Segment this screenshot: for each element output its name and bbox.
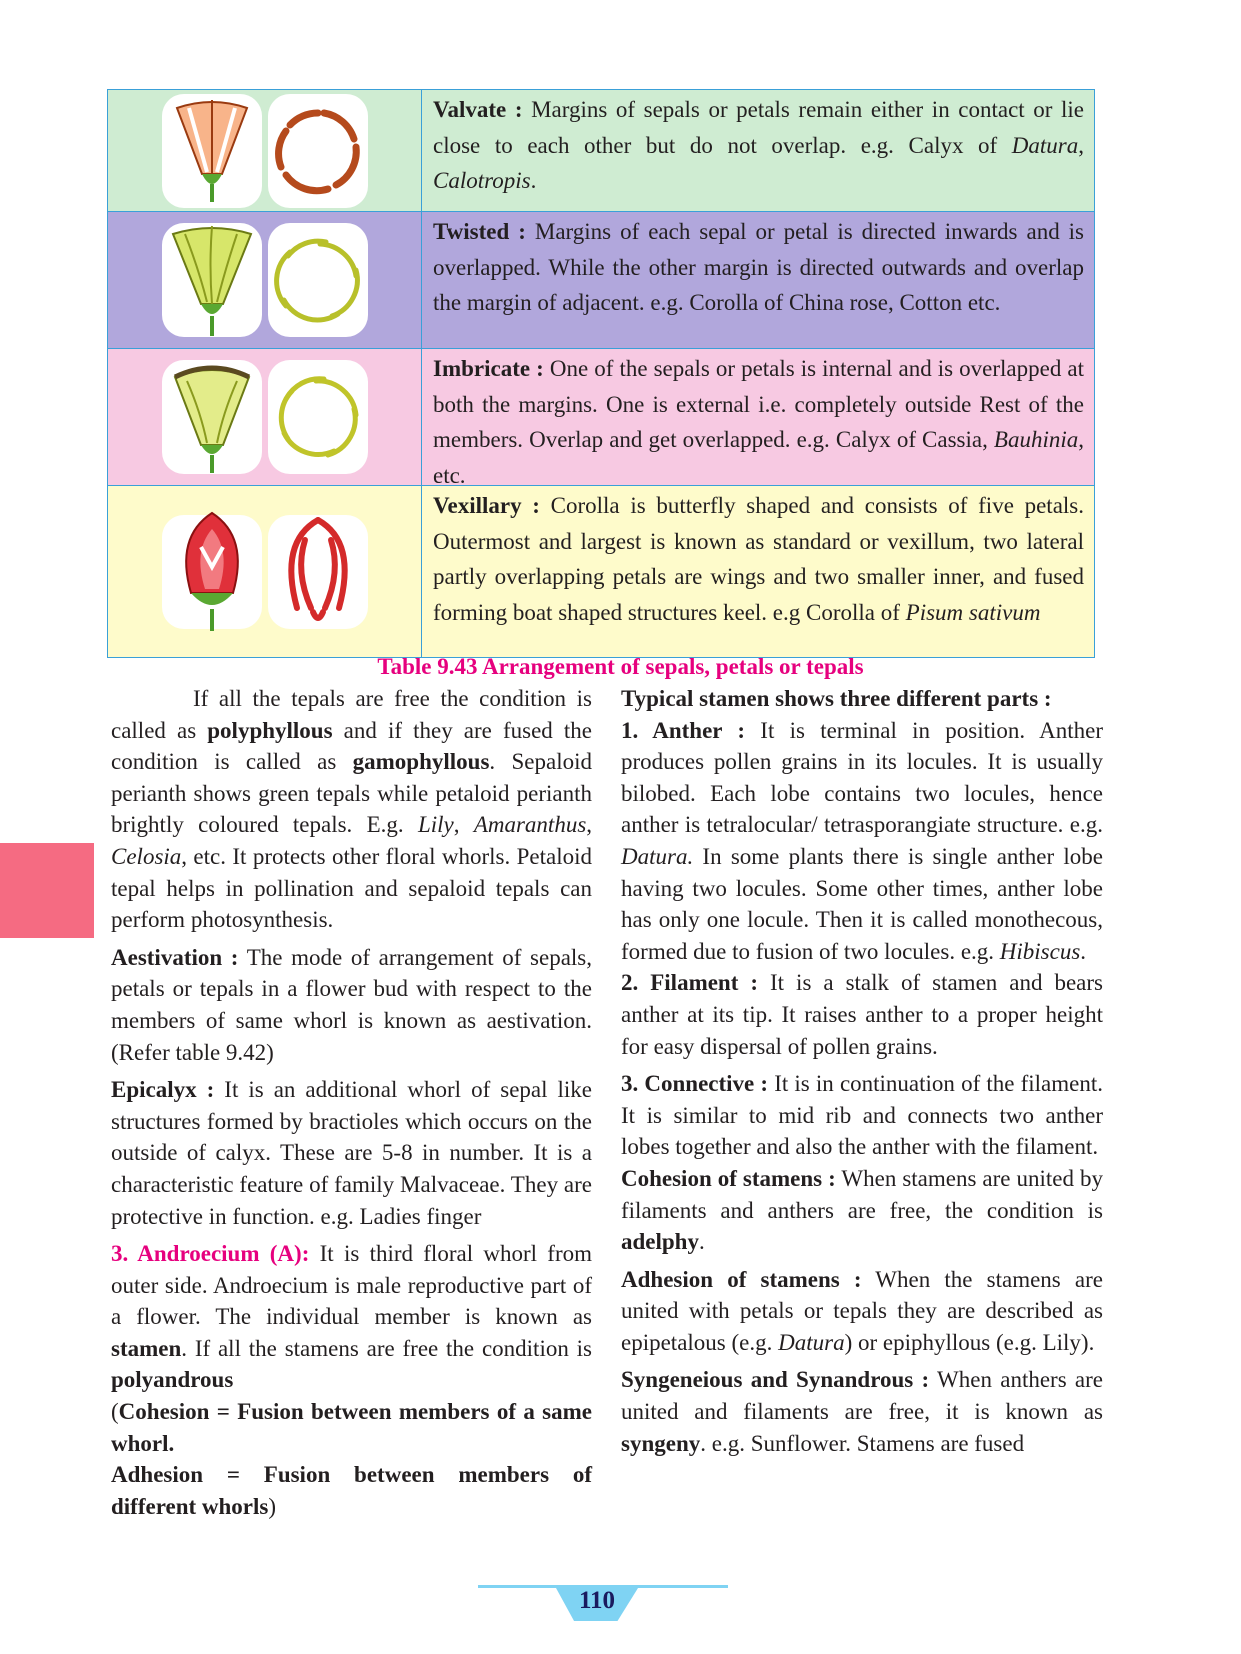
celosia-italic: Celosia xyxy=(111,843,182,869)
cohesion-note-text: Cohesion = Fusion between members of a same whorl. xyxy=(111,1399,592,1456)
epicalyx-text: It is an additional whorl of sepal like structures formed by bractioles which occurs on the outside of calyx. These are 5-8 in number. It is a characteristic feature of family Malvaceae. They are protective in function. e.g. Ladies finger xyxy=(111,1077,592,1229)
anther-term: 1. Anther : xyxy=(621,717,746,743)
filament-term: 2. Filament : xyxy=(621,970,759,996)
table-row-twisted xyxy=(108,212,1094,349)
anther-paragraph xyxy=(621,715,1103,968)
adelphy-term: adelphy xyxy=(621,1229,699,1255)
adhesion-stamens-paragraph xyxy=(621,1264,1103,1359)
anther-text-3: . xyxy=(1080,938,1087,964)
syngeny-term: syngeny xyxy=(621,1430,701,1456)
imbricate-flower-icon xyxy=(162,360,262,474)
chapter-side-tab xyxy=(0,843,94,938)
twisted-text: Margins of each sepal or petal is directed inwards and is overlapped. While the other margin is directed outwards and overlap the margin of adjacent. e.g. Corolla of China rose, Cotton etc. xyxy=(433,219,1085,315)
valvate-illustration xyxy=(108,90,422,211)
vexillary-description xyxy=(422,486,1094,657)
anther-text-2: In some plants there is single anther lobe having two locules. Some other times, anther lobe has only one locule. Then it is called monothecous, formed due to fusion of two locules. e.g. xyxy=(621,843,1103,964)
valvate-italic-b: Calotropis xyxy=(433,168,531,193)
vexillary-term: Vexillary : xyxy=(433,493,540,518)
epicalyx-term: Epicalyx : xyxy=(111,1077,215,1103)
twisted-illustration xyxy=(108,212,422,348)
imbricate-text-b: , etc. xyxy=(433,427,1084,488)
adhesion-stamens-term: Adhesion of stamens : xyxy=(621,1266,862,1292)
vexillary-text-a: Corolla is butterfly shaped and consists of five petals. Outermost and largest is known as standard or vexillum, two lateral partly overlapping petals are wings and two smaller inner, and fused forming boat shaped structures keel. e.g Corolla of xyxy=(433,493,1084,625)
filament-text: It is a stalk of stamen and bears anther at its tip. It raises anther to a proper height for easy dispersal of pollen grains. xyxy=(621,970,1103,1059)
adhesion-note-text: Adhesion = Fusion between members of different whorls xyxy=(111,1462,592,1519)
p1-t6: , etc. It protects other floral whorls. Petaloid tepal helps in pollination and sepaloid tepals can perform photosynthesis. xyxy=(111,843,592,933)
page-number-footer xyxy=(478,1585,728,1621)
page-number: 110 xyxy=(578,1587,616,1614)
valvate-flower-icon xyxy=(162,94,262,208)
cohesion-stamens-paragraph xyxy=(621,1163,1103,1258)
syngeneious-paragraph xyxy=(621,1364,1103,1459)
right-column xyxy=(621,683,1103,1459)
twisted-flower-icon xyxy=(162,223,262,337)
cohesion-stamens-term: Cohesion of stamens : xyxy=(621,1165,836,1191)
valvate-text-c: . xyxy=(530,168,537,193)
datura-italic: Datura. xyxy=(621,843,694,869)
lily-italic: Lily xyxy=(417,812,454,838)
imbricate-description xyxy=(422,349,1094,488)
adhesion-stamens-text-2: ) or epiphyllous (e.g. Lily). xyxy=(844,1329,1095,1355)
androecium-text-2: . If all the stamens are free the condition is xyxy=(181,1335,592,1361)
valvate-text-a: Margins of sepals or petals remain either in contact or lie close to each other but do not overlap. e.g. Calyx of xyxy=(433,97,1084,158)
imbricate-text-a: One of the sepals or petals is internal and is overlapped at both the margins. One is external i.e. completely outside Rest of the members. Overlap and get overlapped. e.g. Calyx of Cassia, xyxy=(433,356,1084,452)
twisted-description xyxy=(422,212,1094,348)
anther-text-1: It is terminal in position. Anther produces pollen grains in its locules. It is usually bilobed. Each lobe contains two locules, hence anther is tetralocular/ tetrasporangiate structure. e.g. xyxy=(621,717,1103,838)
vexillary-italic-a: Pisum sativum xyxy=(905,599,1041,625)
filament-paragraph xyxy=(621,967,1103,1062)
hibiscus-italic: Hibiscus xyxy=(999,938,1081,964)
connective-paragraph xyxy=(621,1068,1103,1163)
aestivation-table xyxy=(107,89,1095,658)
cohesion-stamens-text-2: . xyxy=(698,1229,705,1255)
adhesion-stamens-text-1: When the stamens are united with petals or tepals they are described as epipetalous (e.g. xyxy=(621,1266,1103,1355)
polyphyllous-term: polyphyllous xyxy=(207,717,333,743)
syngeneious-text-1: When anthers are united and filaments are free, it is known as xyxy=(621,1367,1103,1425)
androecium-heading: 3. Androecium (A): xyxy=(111,1241,310,1267)
vexillary-illustration xyxy=(108,486,422,657)
androecium-text-1: It is third floral whorl from outer side. Androecium is male reproductive part of a flower. The individual member is known as xyxy=(111,1241,592,1330)
vexillary-flower-icon xyxy=(162,515,262,629)
valvate-italic-a: Datura xyxy=(1011,132,1079,158)
cohesion-note xyxy=(111,1396,592,1459)
epicalyx-paragraph xyxy=(111,1074,592,1232)
androecium-paragraph xyxy=(111,1238,592,1396)
adhesion-note xyxy=(111,1459,592,1522)
syngeneious-term: Syngeneious and Synandrous : xyxy=(621,1367,930,1393)
table-caption: Table 9.43 Arrangement of sepals, petals or tepals xyxy=(377,654,864,679)
syngeneious-text-2: . e.g. Sunflower. Stamens are fused xyxy=(700,1430,1025,1456)
imbricate-illustration xyxy=(108,349,422,485)
imbricate-italic-a: Bauhinia xyxy=(993,427,1079,452)
adhesion-note-close: ) xyxy=(268,1493,277,1519)
tepals-paragraph xyxy=(111,683,592,936)
twisted-term: Twisted : xyxy=(433,219,526,244)
stamen-term: stamen xyxy=(111,1335,182,1361)
table-row-vexillary xyxy=(108,486,1094,657)
cohesion-stamens-text-1: When stamens are united by filaments and anthers are free, the condition is xyxy=(621,1165,1104,1223)
p1-t3: . Sepaloid perianth shows green tepals while petaloid perianth brightly coloured tepals. E.g. xyxy=(111,749,592,838)
valvate-diagram-icon xyxy=(268,94,368,208)
table-row-valvate xyxy=(108,90,1094,212)
twisted-diagram-icon xyxy=(268,223,368,337)
left-column xyxy=(111,683,592,1522)
gamophyllous-term: gamophyllous xyxy=(352,749,490,775)
polyandrous-term: polyandrous xyxy=(111,1367,234,1393)
aestivation-text: The mode of arrangement of sepals, petals or tepals in a flower bud with respect to the members of same whorl is known as aestivation. (Refer table 9.42) xyxy=(111,944,592,1065)
p1-t5: , xyxy=(586,812,593,838)
connective-term: 3. Connective : xyxy=(621,1071,769,1097)
stamen-parts-heading-text: Typical stamen shows three different parts : xyxy=(621,686,1052,711)
valvate-term: Valvate : xyxy=(433,97,523,122)
stamen-parts-heading xyxy=(621,683,1103,715)
imbricate-diagram-icon xyxy=(268,360,368,474)
aestivation-paragraph xyxy=(111,942,592,1068)
aestivation-term: Aestivation : xyxy=(111,944,239,970)
vexillary-diagram-icon xyxy=(268,515,368,629)
valvate-text-b: , xyxy=(1078,132,1084,158)
p1-t2: and if they are fused the condition is called as xyxy=(111,717,592,775)
datura-italic-2: Datura xyxy=(778,1329,845,1355)
cohesion-note-open: ( xyxy=(111,1399,119,1425)
p1-t1: If all the tepals are free the condition is called as xyxy=(111,686,592,743)
imbricate-term: Imbricate : xyxy=(433,356,544,381)
p1-t4: , xyxy=(453,812,474,838)
amaranthus-italic: Amaranthus xyxy=(473,812,587,838)
valvate-description xyxy=(422,90,1094,211)
connective-text: It is in continuation of the filament. It is similar to mid rib and connects two anther lobes together and also the anther with the filament. xyxy=(621,1071,1104,1160)
table-row-imbricate xyxy=(108,349,1094,486)
